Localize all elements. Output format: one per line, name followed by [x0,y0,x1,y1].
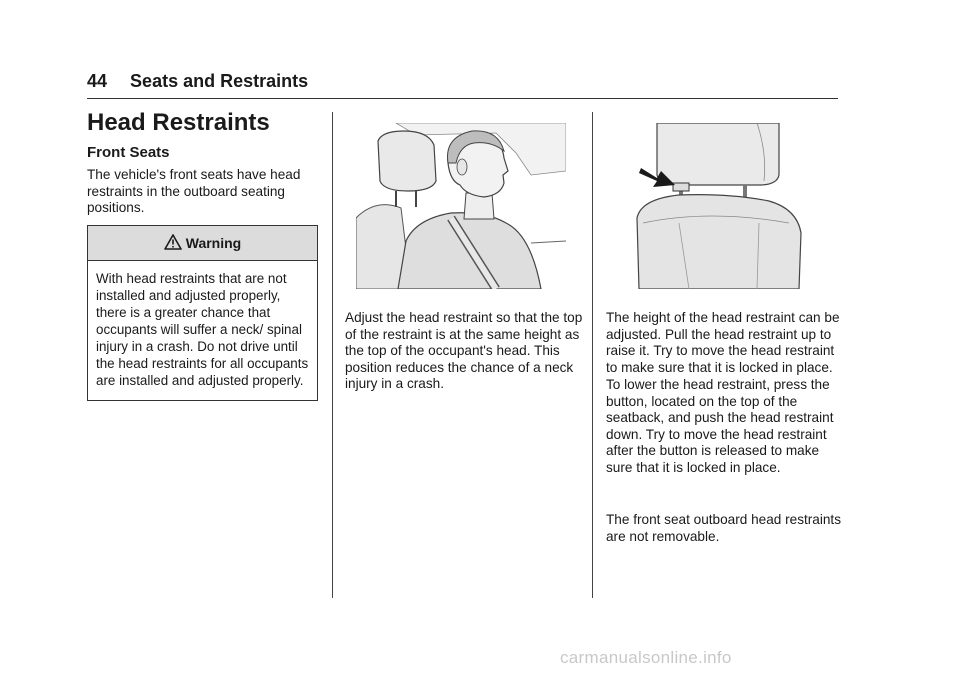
column-divider [332,112,333,598]
raise-paragraph: The height of the head restraint can be adjusted. Pull the head restraint up to raise it. Try to move the head restraint to make sure that it is locked in place. [606,310,840,375]
section-subtitle: Front Seats [87,144,170,161]
column-divider [592,112,593,598]
warning-header [88,226,317,261]
intro-paragraph: The vehicle's front seats have head restraints in the outboard seating positions. [87,167,301,215]
warning-label: Warning [185,235,242,251]
warning-text: With head restraints that are not installed and adjusted properly, there is a greater chance that occupants will suffer a neck/ spinal injury in a crash. Do not drive until the head restraints for all occupants are installed and adjusted properly. [96,271,309,388]
warning-box [87,225,318,401]
warning-triangle-icon [164,234,182,253]
page-header [87,71,308,92]
adjust-paragraph: Adjust the head restraint so that the top of the restraint is at the same height as the top of the occupant's head. This position reduces the chance of a neck injury in a crash. [345,310,583,391]
not-removable-paragraph: The front seat outboard head restraints are not removable. [606,512,842,544]
page-number: 44 [87,71,108,91]
head-restraint-button-illustration [619,123,809,289]
section-title: Seats and Restraints [130,71,309,91]
lower-paragraph: To lower the head restraint, press the button, located on the top of the seatback, and push the head restraint down. Try to move the head restraint after the button is released to make sure that it is locked in place. [606,377,834,475]
header-rule [87,98,838,99]
watermark: carmanualsonline.info [560,648,732,667]
page-title: Head Restraints [87,109,270,136]
occupant-head-restraint-illustration [356,123,566,289]
